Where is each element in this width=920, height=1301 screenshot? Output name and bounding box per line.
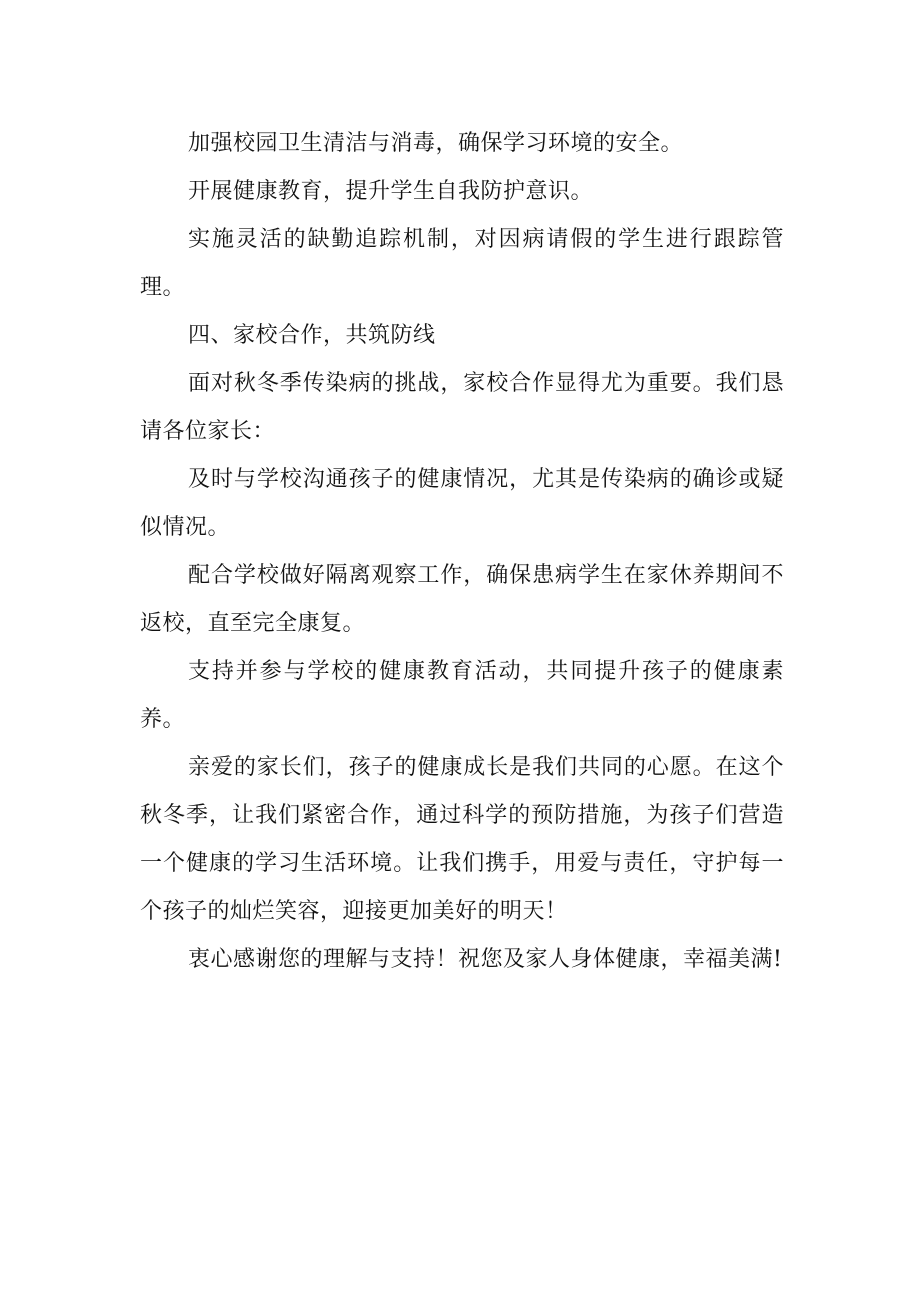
section-heading-home-school: 四、家校合作，共筑防线 <box>188 323 436 348</box>
paragraph-closing-message: 亲爱的家长们，孩子的健康成长是我们共同的心愿。在这个秋冬季，让我们紧密合作，通过科学的预防措施，为孩子们营造一个健康的学习生活环境。让我们携手，用爱与责任，守护每一个孩子的灿烂笑容，迎接更加美好的明天！ <box>140 755 784 924</box>
paragraph-campus-hygiene: 加强校园卫生清洁与消毒，确保学习环境的安全。 <box>188 131 684 156</box>
paragraph-absence-tracking: 实施灵活的缺勤追踪机制，对因病请假的学生进行跟踪管理。 <box>140 227 784 300</box>
document-body <box>140 120 784 984</box>
paragraph-cooperation-intro: 面对秋冬季传染病的挑战，家校合作显得尤为重要。我们恳请各位家长： <box>140 371 784 444</box>
paragraph-support-activities: 支持并参与学校的健康教育活动，共同提升孩子的健康素养。 <box>140 659 784 732</box>
paragraph-communicate-health: 及时与学校沟通孩子的健康情况，尤其是传染病的确诊或疑似情况。 <box>140 467 784 540</box>
paragraph-health-education: 开展健康教育，提升学生自我防护意识。 <box>188 179 594 204</box>
paragraph-thanks: 衷心感谢您的理解与支持！祝您及家人身体健康，幸福美满! <box>188 947 783 972</box>
paragraph-isolation: 配合学校做好隔离观察工作，确保患病学生在家休养期间不返校，直至完全康复。 <box>140 563 784 636</box>
